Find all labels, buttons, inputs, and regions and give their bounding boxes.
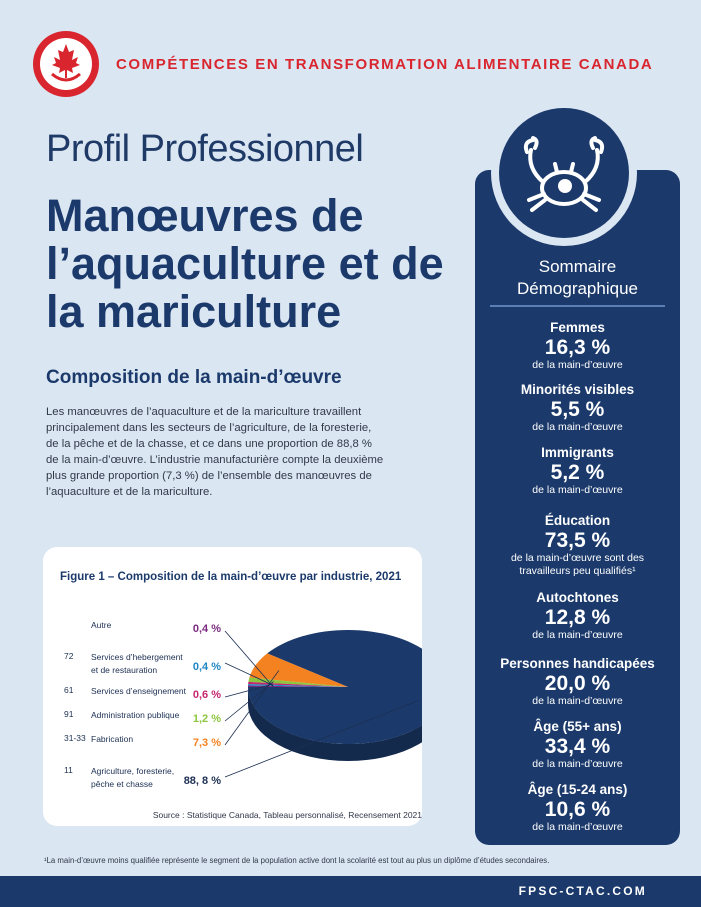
category-code: 61 — [64, 685, 74, 695]
category-name: Fabrication — [91, 734, 134, 744]
summary-divider — [490, 305, 665, 307]
category-name: Agriculture, foresterie, pêche et chasse — [91, 766, 175, 789]
category-name: Services d’enseignement — [91, 686, 186, 696]
category-percent: 0,4 % — [192, 623, 221, 635]
profile-label: Profil Professionnel — [46, 128, 364, 170]
figure-source: Source : Statistique Canada, Tableau personnalisé, Recensement 2021 — [152, 810, 422, 820]
stat-age-15-24: Âge (15-24 ans) 10,6 % de la main-d’œuvre — [527, 782, 628, 833]
occupation-title: Manœuvres de l’aquaculture et de la mariculture — [46, 190, 444, 337]
stat-education: Éducation 73,5 % de la main-d’œuvre sont des travailleurs peu qualifiés¹ — [510, 513, 645, 577]
section-body: Les manœuvres de l’aquaculture et de la mariculture travaillent principalement dans les secteurs de l’agriculture, de la foresterie, de la pêche et de la chasse, et ce dans une proportion de 88,8 % de la main-d’œuvre. L’industrie manufacturière compte la deuxième plus grande proportion (7,3 %) de l’ensemble des manœuvres de l’aquaculture et de la mariculture. — [46, 406, 384, 498]
category-code: 72 — [64, 651, 74, 661]
category-percent: 1,2 % — [192, 713, 221, 725]
section-heading: Composition de la main-d’œuvre — [46, 367, 342, 388]
summary-title: Sommaire Démographique — [517, 257, 638, 298]
category-percent: 88, 8 % — [183, 775, 221, 787]
category-code: 11 — [64, 765, 73, 775]
summary-badge — [491, 100, 637, 246]
chart-card — [43, 547, 422, 826]
category-name: Administration publique — [91, 710, 180, 720]
stat-immigrants: Immigrants 5,2 % de la main-d’œuvre — [532, 445, 623, 496]
category-percent: 0,4 % — [192, 661, 221, 673]
stat-age-55-plus: Âge (55+ ans) 33,4 % de la main-d’œuvre — [532, 719, 623, 770]
footer-url[interactable]: FPSC-CTAC.COM — [518, 884, 647, 898]
stat-visible-minorities: Minorités visibles 5,5 % de la main-d’œuvre — [520, 382, 635, 433]
footnote: ¹La main-d’œuvre moins qualifiée représente le segment de la population active dont la scolarité est tout au plus un diplôme d’études secondaires. — [44, 856, 550, 865]
figure-title: Figure 1 – Composition de la main-d’œuvre par industrie, 2021 — [60, 571, 402, 583]
organization-name: COMPÉTENCES EN TRANSFORMATION ALIMENTAIRE CANADA — [116, 56, 654, 73]
stat-women: Femmes 16,3 % de la main-d’œuvre — [532, 320, 623, 371]
category-percent: 7,3 % — [192, 737, 221, 749]
crab-icon — [499, 108, 629, 238]
organization-logo — [32, 30, 100, 98]
stat-indigenous: Autochtones 12,8 % de la main-d’œuvre — [532, 590, 623, 641]
footer-bar — [0, 876, 701, 907]
stat-disabilities: Personnes handicapées 20,0 % de la main-d’œuvre — [500, 656, 655, 707]
category-percent: 0,6 % — [192, 689, 221, 701]
category-code: 31-33 — [64, 733, 86, 743]
category-code: 91 — [64, 709, 74, 719]
category-name: Autre — [91, 620, 112, 630]
maple-leaf-logo — [32, 30, 100, 98]
category-name: Services d’hebergement et de restauration — [91, 652, 183, 675]
